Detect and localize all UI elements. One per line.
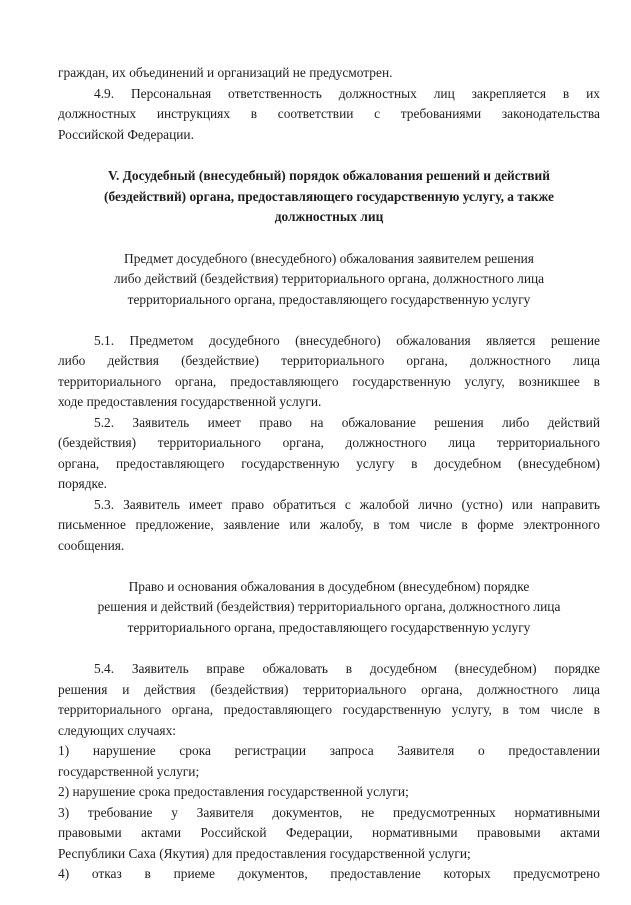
text-line: сообщения.	[58, 538, 125, 553]
text-line: Республики Саха (Якутия) для предоставления государственной услуги;	[58, 846, 471, 861]
text-line: 5.3. Заявитель имеет право обратиться с жалобой лично (устно) или направить	[94, 497, 600, 512]
text-line: территориального органа, предоставляющего государственную услугу, в том числе в	[58, 702, 600, 717]
text-line: ходе предоставления государственной услуги.	[58, 394, 322, 409]
text-line: порядке.	[58, 476, 107, 491]
text-line: 1) нарушение срока регистрации запроса Заявителя о предоставлении	[58, 743, 600, 758]
section-heading: (бездействий) органа, предоставляющего государственную услугу, а также	[104, 189, 554, 204]
text-line: 5.2. Заявитель имеет право на обжалование решения либо действий	[94, 415, 600, 430]
text-line: правовыми актами Российской Федерации, нормативными правовыми актами	[58, 825, 600, 840]
text-line: письменное предложение, заявление или жалобу, в том числе в форме электронного	[58, 517, 600, 532]
text-line: следующих случаях:	[58, 723, 176, 738]
text-line: либо действия (бездействие) территориального органа, должностного лица	[58, 353, 600, 368]
text-line: 4.9. Персональная ответственность должностных лиц закрепляется в их	[94, 86, 600, 101]
text-line: Российской Федерации.	[58, 127, 194, 142]
subsection-heading: либо действий (бездействия) территориального органа, должностного лица	[113, 271, 545, 286]
subsection-heading: решения и действий (бездействия) территориального органа, должностного лица	[97, 599, 561, 614]
text-line: (бездействия) территориального органа, должностного лица территориального	[58, 435, 600, 450]
text-line: 2) нарушение срока предоставления государственной услуги;	[58, 784, 409, 799]
section-heading: V. Досудебный (внесудебный) порядок обжалования решений и действий	[108, 168, 550, 183]
text-line: граждан, их объединений и организаций не предусмотрен.	[58, 65, 393, 80]
text-line: решения и действия (бездействия) территориального органа, должностного лица	[58, 682, 600, 697]
text-line: территориального органа, предоставляющего государственную услугу, возникшее в	[58, 374, 600, 389]
text-line: 4) отказ в приеме документов, предоставление которых предусмотрено	[58, 866, 600, 881]
subsection-heading: территориального органа, предоставляющего государственную услугу	[127, 620, 531, 635]
subsection-heading: Предмет досудебного (внесудебного) обжалования заявителем решения	[124, 251, 534, 266]
text-line: органа, предоставляющего государственную услугу в досудебном (внесудебном)	[58, 456, 600, 471]
text-line: 5.1. Предметом досудебного (внесудебного) обжалования является решение	[94, 333, 600, 348]
text-line: 3) требование у Заявителя документов, не предусмотренных нормативными	[58, 805, 600, 820]
text-line: государственной услуги;	[58, 764, 200, 779]
text-line: 5.4. Заявитель вправе обжаловать в досудебном (внесудебном) порядке	[94, 661, 600, 676]
section-heading: должностных лиц	[274, 209, 384, 224]
subsection-heading: территориального органа, предоставляющего государственную услугу	[127, 292, 531, 307]
subsection-heading: Право и основания обжалования в досудебном (внесудебном) порядке	[128, 579, 530, 594]
text-line: должностных инструкциях в соответствии с требованиями законодательства	[58, 106, 600, 121]
